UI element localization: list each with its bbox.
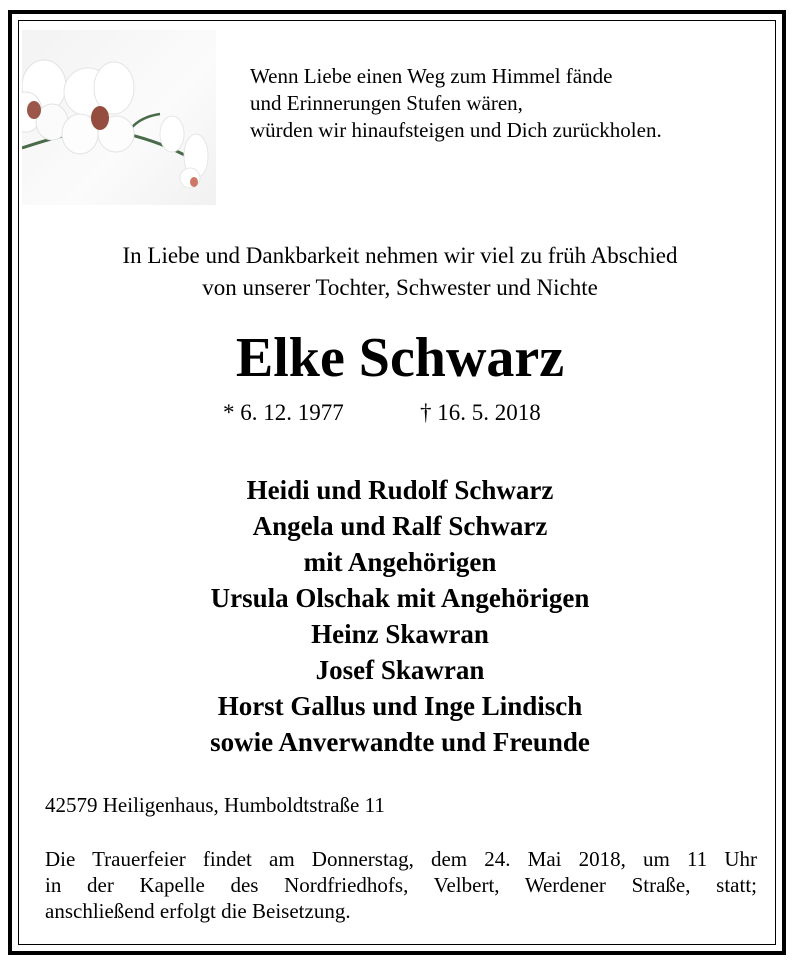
mourner-line: sowie Anverwandte und Freunde (210, 727, 590, 757)
mourning-address: 42579 Heiligenhaus, Humboldtstraße 11 (45, 793, 385, 817)
poem-line: Wenn Liebe einen Weg zum Himmel fände (250, 64, 613, 88)
intro-text (0, 240, 800, 304)
death-date: † 16. 5. 2018 (420, 400, 541, 425)
poem-line: und Erinnerungen Stufen wären, (250, 91, 523, 115)
orchid-icon (22, 30, 216, 205)
funeral-line: Die Trauerfeier findet am Donnerstag, dem 24. Mai 2018, um 11 Uhr (45, 847, 757, 871)
orchid-image (22, 30, 216, 205)
mourner-line: mit Angehörigen (303, 547, 497, 577)
poem (250, 63, 662, 144)
funeral-info (45, 846, 757, 924)
mourner-line: Ursula Olschak mit Angehörigen (210, 583, 590, 613)
mourner-line: Heinz Skawran (311, 619, 489, 649)
intro-line: von unserer Tochter, Schwester und Nichte (202, 275, 598, 300)
funeral-line: anschließend erfolgt die Beisetzung. (45, 899, 351, 923)
mourner-line: Heidi und Rudolf Schwarz (246, 475, 554, 505)
mourner-line: Horst Gallus und Inge Lindisch (217, 691, 583, 721)
mourners-list (0, 472, 800, 760)
mourner-line: Angela und Ralf Schwarz (252, 511, 548, 541)
intro-line: In Liebe und Dankbarkeit nehmen wir viel zu früh Abschied (122, 243, 678, 268)
birth-date: * 6. 12. 1977 (223, 400, 344, 425)
mourner-line: Josef Skawran (315, 655, 485, 685)
deceased-name: Elke Schwarz (235, 327, 565, 389)
funeral-line: in der Kapelle des Nordfriedhofs, Velbert, Werdener Straße, statt; (45, 873, 757, 897)
poem-line: würden wir hinaufsteigen und Dich zurückholen. (250, 118, 662, 142)
